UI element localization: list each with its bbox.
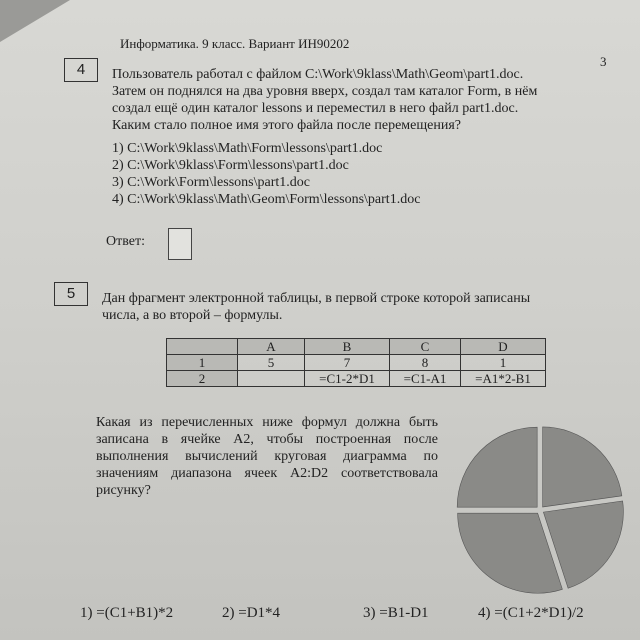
choice-item: 1) =(C1+B1)*2 [80, 605, 174, 621]
question-5-text [102, 290, 612, 324]
folded-page-corner [0, 0, 70, 42]
table-cell: 1 [461, 355, 546, 371]
column-header: C [390, 339, 461, 355]
row-header: 2 [167, 371, 238, 387]
choice-item: 2) =D1*4 [222, 605, 281, 621]
question-5-number: 5 [54, 282, 88, 306]
pie-slice [543, 427, 622, 507]
answer-box[interactable] [168, 228, 192, 260]
question-4-line: Каким стало полное имя этого файла после перемещения? [112, 118, 462, 133]
table-header-row [167, 339, 546, 355]
option-item: 3) C:\Work\Form\lessons\part1.doc [112, 175, 310, 190]
question-4-line: Затем он поднялся на два уровня вверх, создал там каталог Form, в нём [112, 84, 538, 99]
column-header: D [461, 339, 546, 355]
table-row [167, 371, 546, 387]
question-4-line: создал ещё один каталог lessons и переместил в него файл part1.doc. [112, 101, 519, 116]
page-number: 3 [600, 54, 607, 69]
column-header: B [305, 339, 390, 355]
corner-cell [167, 339, 238, 355]
table-cell: =A1*2-B1 [461, 371, 546, 387]
table-cell: =C1-A1 [390, 371, 461, 387]
question-4-text [112, 66, 606, 134]
option-item: 2) C:\Work\9klass\Form\lessons\part1.doc [112, 158, 349, 173]
column-header: A [238, 339, 305, 355]
page-header: Информатика. 9 класс. Вариант ИН90202 [120, 36, 350, 51]
table-cell: =C1-2*D1 [305, 371, 390, 387]
table-row [167, 355, 546, 371]
pie-slices [457, 427, 623, 593]
table-cell [238, 371, 305, 387]
choice-item: 3) =B1-D1 [363, 605, 429, 621]
choice-item: 4) =(C1+2*D1)/2 [478, 605, 584, 621]
question-5-line: числа, а во второй – формулы. [102, 308, 283, 323]
answer-label: Ответ: [106, 234, 145, 249]
option-item: 4) C:\Work\9klass\Math\Geom\Form\lessons\part1.doc [112, 192, 421, 207]
question-4-number: 4 [64, 58, 98, 82]
pie-slice [458, 513, 563, 593]
row-header: 1 [167, 355, 238, 371]
spreadsheet-fragment [166, 338, 546, 387]
pie-slice [457, 427, 537, 507]
question-4-line: Пользователь работал с файлом C:\Work\9klass\Math\Geom\part1.doc. [112, 67, 524, 82]
table-cell: 5 [238, 355, 305, 371]
question-5-prompt: Какая из перечисленных ниже формул должна быть записана в ячейке A2, чтобы построенная после выполнения вычислений круговая диаграмма по значениям диапазона ячеек A2:D2 соответствовала рисунку? [96, 415, 438, 498]
option-item: 1) C:\Work\9klass\Math\Form\lessons\part1.doc [112, 141, 383, 156]
question-4-options [112, 140, 420, 208]
table-cell: 8 [390, 355, 461, 371]
question-5-line: Дан фрагмент электронной таблицы, в первой строке которой записаны [102, 291, 531, 306]
table-cell: 7 [305, 355, 390, 371]
pie-chart [455, 425, 625, 595]
